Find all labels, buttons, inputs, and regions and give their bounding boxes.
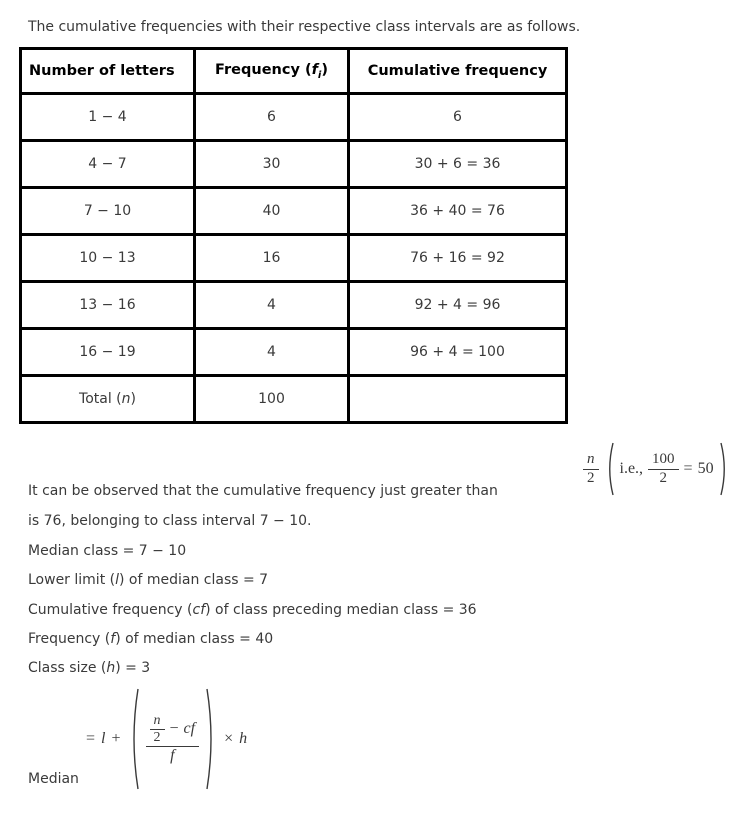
n-over-2-note	[583, 441, 730, 497]
frequency-cell: 6	[195, 94, 349, 141]
fraction-numerator: 100	[648, 451, 679, 469]
observed-line-1: It can be observed that the cumulative frequency just greater than	[28, 483, 498, 499]
frequency-cell: 40	[195, 188, 349, 235]
h-variable: h	[239, 730, 248, 747]
ie-label: i.e.,	[619, 460, 644, 477]
fraction-denominator: 2	[587, 469, 595, 486]
letters-cell: 10 − 13	[21, 235, 195, 282]
main-fraction	[146, 713, 200, 766]
cf-variable: cf	[192, 602, 206, 618]
h-suffix: ) = 3	[115, 660, 151, 676]
table-row	[21, 94, 567, 141]
table-header-row	[21, 49, 567, 94]
letters-cell: 13 − 16	[21, 282, 195, 329]
equals-sign: =	[86, 730, 96, 747]
cumulative-cell: 6	[349, 94, 567, 141]
table-row	[21, 282, 567, 329]
median-class-line: Median class = 7 − 10	[28, 543, 187, 559]
n-variable: n	[587, 451, 595, 468]
header-frequency-subscript: i	[317, 69, 322, 81]
l-variable: l	[101, 730, 106, 747]
median-formula	[86, 686, 247, 792]
total-frequency-cell: 100	[195, 376, 349, 423]
frequency-line	[28, 631, 273, 647]
table-total-row	[21, 376, 567, 423]
n-over-2-fraction	[583, 451, 599, 487]
total-n-variable: n	[121, 391, 131, 407]
fraction-denominator: 2	[153, 729, 161, 745]
cumulative-cell: 92 + 4 = 96	[349, 282, 567, 329]
n-over-2-fraction	[150, 713, 165, 746]
letters-cell: 7 − 10	[21, 188, 195, 235]
cumulative-cell: 96 + 4 = 100	[349, 329, 567, 376]
fraction-denominator	[166, 747, 178, 765]
letters-cell: 4 − 7	[21, 141, 195, 188]
cf-variable: cf	[183, 720, 196, 738]
intro-text: The cumulative frequencies with their respective class intervals are as follows.	[28, 19, 581, 35]
letters-cell: 1 − 4	[21, 94, 195, 141]
fraction-denominator: 2	[659, 469, 668, 486]
total-suffix: )	[130, 391, 136, 407]
fraction-numerator	[146, 713, 200, 747]
minus-sign: −	[169, 720, 179, 738]
plus-sign: +	[111, 730, 121, 747]
letters-cell: 16 − 19	[21, 329, 195, 376]
cumulative-frequency-line	[28, 602, 477, 618]
lower-limit-suffix: ) of median class = 7	[119, 572, 269, 588]
total-label-cell	[21, 376, 195, 423]
cf-suffix: ) of class preceding median class = 36	[205, 602, 477, 618]
table-row	[21, 141, 567, 188]
header-frequency-prefix: Frequency (	[215, 61, 312, 78]
cumulative-cell: 76 + 16 = 92	[349, 235, 567, 282]
lower-limit-line	[28, 572, 268, 588]
header-frequency-variable: f	[311, 61, 318, 78]
open-paren-icon	[127, 686, 140, 792]
f-prefix: Frequency (	[28, 631, 111, 647]
equals-sign: =	[683, 460, 693, 477]
h-prefix: Class size (	[28, 660, 107, 676]
table-row	[21, 235, 567, 282]
observed-line-2: is 76, belonging to class interval 7 − 10.	[28, 513, 312, 529]
table-row	[21, 329, 567, 376]
frequency-cell: 30	[195, 141, 349, 188]
close-paren-icon	[719, 441, 730, 497]
f-suffix: ) of median class = 40	[115, 631, 274, 647]
cumulative-frequency-table	[19, 47, 568, 424]
result-value: 50	[697, 460, 714, 477]
total-cumulative-cell	[349, 376, 567, 423]
cumulative-cell: 30 + 6 = 36	[349, 141, 567, 188]
open-paren-icon	[604, 441, 615, 497]
col-header-cumulative: Cumulative frequency	[349, 49, 567, 94]
hundred-over-2-fraction	[648, 451, 679, 487]
col-header-frequency	[195, 49, 349, 94]
f-variable: f	[170, 746, 175, 764]
frequency-cell: 16	[195, 235, 349, 282]
frequency-cell: 4	[195, 329, 349, 376]
col-header-letters: Number of letters	[21, 49, 195, 94]
cf-prefix: Cumulative frequency (	[28, 602, 193, 618]
times-sign: ×	[224, 730, 234, 747]
l-variable: l	[115, 572, 119, 588]
table-row	[21, 188, 567, 235]
header-frequency-suffix: )	[321, 61, 328, 78]
total-prefix: Total (	[79, 391, 122, 407]
frequency-cell: 4	[195, 282, 349, 329]
lower-limit-prefix: Lower limit (	[28, 572, 116, 588]
n-variable: n	[153, 712, 161, 728]
h-variable: h	[106, 660, 116, 676]
f-variable: f	[110, 631, 116, 647]
close-paren-icon	[205, 686, 218, 792]
median-label: Median	[28, 771, 79, 787]
class-size-line	[28, 660, 150, 676]
cumulative-cell: 36 + 40 = 76	[349, 188, 567, 235]
